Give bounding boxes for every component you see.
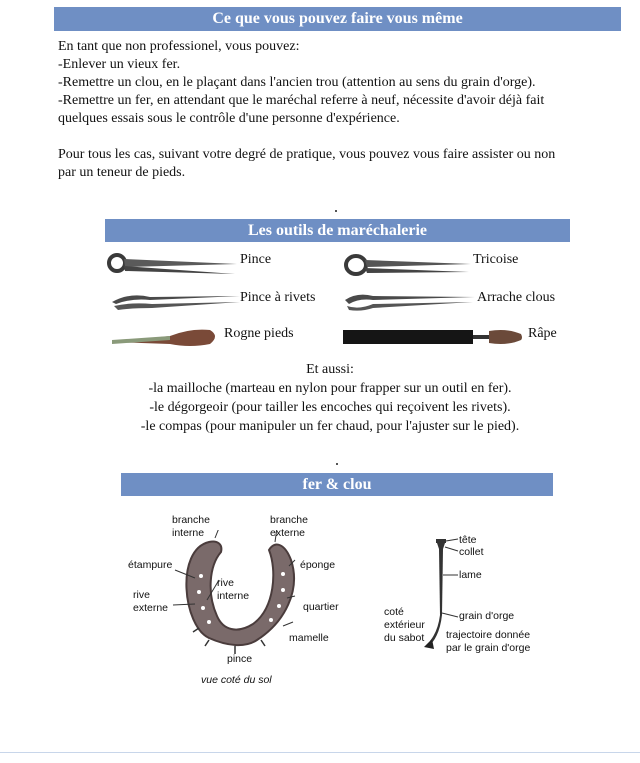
section-title-fer-clou: fer & clou (121, 473, 553, 496)
intro-line: quelques essais sous le contrôle d'une personne d'expérience. (58, 111, 400, 126)
label-rive-interne: rive interne (217, 577, 250, 602)
label-lame: lame (459, 569, 482, 581)
label-tete: tête (459, 534, 477, 546)
arrache-clous-image (343, 288, 477, 314)
pince-image (105, 252, 240, 276)
other-tool-item: -le compas (pour manipuler un fer chaud, pour l'ajuster sur le pied). (140, 419, 520, 434)
label-branche-externe: branche externe (270, 514, 308, 539)
label-grain-orge: grain d'orge (459, 610, 515, 622)
tool-label-pince-rivets: Pince à rivets (240, 290, 316, 305)
label-etampure: étampure (128, 559, 173, 571)
other-tools-heading: Et aussi: (306, 362, 354, 377)
intro-line: -Enlever un vieux fer. (58, 57, 181, 72)
intro-line: En tant que non professionel, vous pouvez: (58, 39, 300, 54)
other-tool-item: -la mailloche (marteau en nylon pour frapper sur un outil en fer). (148, 381, 512, 396)
label-mamelle: mamelle (289, 632, 329, 644)
label-collet: collet (459, 546, 484, 558)
label-trajectoire: trajectoire donnée par le grain d'orge (446, 629, 531, 654)
bottom-divider (0, 752, 640, 753)
label-pince: pince (227, 653, 253, 665)
tricoise-image (343, 252, 473, 278)
pince-rivets-image (110, 288, 242, 312)
intro-line: -Remettre un clou, en le plaçant dans l'ancien trou (attention au sens du grain d'orge). (58, 75, 536, 90)
label-rive-externe: rive externe (133, 589, 169, 614)
tool-label-arrache-clous: Arrache clous (477, 290, 556, 305)
section-title-self-care: Ce que vous pouvez faire vous même (54, 7, 621, 31)
label-quartier: quartier (303, 601, 339, 613)
other-tool-item: -le dégorgeoir (pour tailler les encoches qui reçoivent les rivets). (149, 400, 511, 415)
label-eponge: éponge (300, 559, 336, 571)
tool-label-pince: Pince (240, 252, 272, 267)
horseshoe-caption: vue coté du sol (201, 674, 272, 686)
label-branche-interne: branche interne (172, 514, 210, 539)
intro-line: -Remettre un fer, en attendant que le maréchal referre à neuf, nécessite d'avoir déjà fait (58, 93, 545, 108)
stray-dot (336, 463, 338, 465)
intro-text (58, 38, 628, 182)
tool-label-tricoise: Tricoise (473, 252, 519, 267)
label-cote-exterieur: coté extérieur du sabot (384, 606, 425, 644)
section-title-tools: Les outils de maréchalerie (105, 219, 570, 242)
rogne-pieds-image (110, 322, 220, 350)
tool-label-rogne-pieds: Rogne pieds (224, 326, 294, 341)
intro-line: Pour tous les cas, suivant votre degré de pratique, vous pouvez vous faire assister ou non (58, 147, 556, 162)
intro-line: par un teneur de pieds. (58, 165, 186, 180)
rape-image (343, 326, 525, 348)
other-tools-list (80, 360, 580, 436)
stray-dot (335, 210, 337, 212)
tool-label-rape: Râpe (528, 326, 557, 341)
